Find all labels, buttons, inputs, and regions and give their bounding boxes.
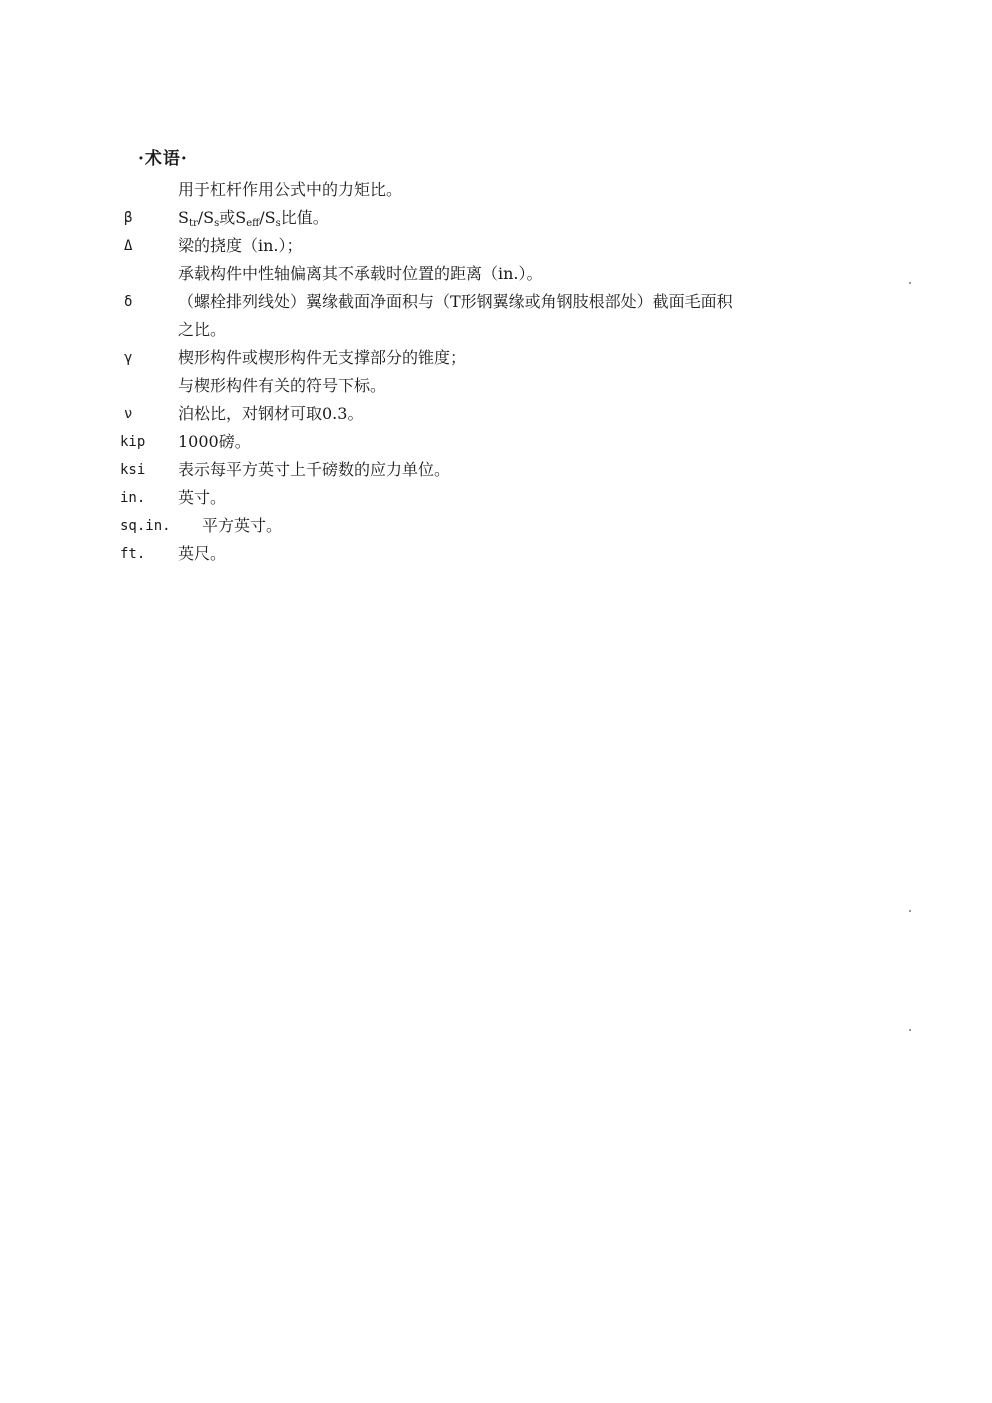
entry-symbol: ν <box>124 406 133 422</box>
scan-speck <box>909 282 911 284</box>
page-header: ·术语· <box>138 149 188 169</box>
desc-part: 比值。 <box>280 208 329 227</box>
glossary-entry <box>120 288 860 316</box>
entry-symbol: kip <box>120 434 146 450</box>
scan-speck <box>909 1029 911 1031</box>
entry-description: 之比。 <box>178 320 227 339</box>
glossary-entry <box>120 344 860 372</box>
desc-part: /S <box>197 208 215 227</box>
glossary-entry <box>120 456 860 484</box>
glossary-entry <box>120 540 860 568</box>
desc-part: 或S <box>219 208 247 227</box>
glossary-entry <box>120 316 860 344</box>
entry-symbol: ft. <box>120 546 146 562</box>
entry-description: 梁的挠度（in.）； <box>178 236 303 255</box>
glossary-entry <box>120 484 860 512</box>
glossary-entry <box>120 512 860 540</box>
entry-description: 英尺。 <box>178 544 227 563</box>
desc-subscript: eff <box>246 218 260 229</box>
entry-symbol: in. <box>120 490 146 506</box>
entry-description <box>178 204 329 232</box>
entry-description: 楔形构件或楔形构件无支撑部分的锥度； <box>178 348 467 367</box>
glossary-entry <box>120 372 860 400</box>
entry-description: 平方英寸。 <box>202 516 283 535</box>
glossary-entry <box>120 428 860 456</box>
desc-subscript: s <box>214 218 220 229</box>
glossary-entry <box>120 204 860 232</box>
glossary-entry <box>120 260 860 288</box>
entry-description: 用于杠杆作用公式中的力矩比。 <box>178 180 403 199</box>
entry-symbol: sq.in. <box>120 518 171 534</box>
entry-symbol: Δ <box>124 238 133 254</box>
entry-description: 承载构件中性轴偏离其不承载时位置的距离（in.）。 <box>178 264 543 283</box>
glossary-entry <box>120 400 860 428</box>
entry-description: 泊松比，对钢材可取0.3。 <box>178 404 364 423</box>
entry-symbol: β <box>124 210 133 226</box>
scan-speck <box>909 910 911 912</box>
entry-description: 与楔形构件有关的符号下标。 <box>178 376 387 395</box>
glossary-entry <box>120 232 860 260</box>
entry-description: 1000磅。 <box>178 432 251 451</box>
entry-description: 英寸。 <box>178 488 227 507</box>
glossary-entry <box>120 176 860 204</box>
entry-symbol: ksi <box>120 462 146 478</box>
desc-subscript: tr <box>188 218 198 229</box>
desc-part: /S <box>259 208 276 227</box>
entry-description: （螺栓排列线处）翼缘截面净面积与（T形钢翼缘或角钢肢根部处）截面毛面积 <box>178 292 733 311</box>
entry-symbol: γ <box>124 350 133 366</box>
desc-subscript: s <box>275 218 281 229</box>
entry-symbol: δ <box>124 294 133 310</box>
entry-description: 表示每平方英寸上千磅数的应力单位。 <box>178 460 451 479</box>
desc-part: S <box>178 208 189 227</box>
